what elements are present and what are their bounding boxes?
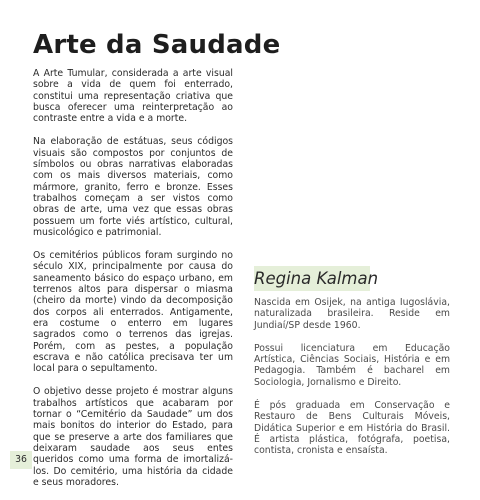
bio-paragraph: Nascida em Osijek, na antiga Iugoslávia, naturalizada brasileira. Reside em Jundiaí/SP desde 1960.	[254, 297, 450, 331]
author-bio-column	[254, 266, 450, 469]
bio-paragraph: É pós graduada em Conservação e Restauro de Bens Culturais Móveis, Didática Superior e em História do Brasil. É artista plástica, fotógrafa, poetisa, contista, cronista e ensaísta.	[254, 400, 450, 457]
author-name: Regina Kalman	[254, 269, 379, 288]
article-paragraph: A Arte Tumular, considerada a arte visual sobre a vida de quem foi enterrado, constitui uma representação criativa que busca oferecer uma reinterpretação ao contraste entre a vida e a morte.	[33, 68, 233, 125]
article-paragraph: O objetivo desse projeto é mostrar alguns trabalhos artísticos que acabaram por tornar o “Cemitério da Saudade” um dos mais bonitos do interior do Estado, para que se preserve a arte dos familiares que deixaram saudade aos seus entes queridos como uma forma de imortalizá-los. Do cemitério, uma história da cidade e seus moradores.	[33, 386, 233, 488]
article-column	[33, 68, 233, 500]
article-paragraph: Os cemitérios públicos foram surgindo no século XIX, principalmente por causa do saneamento básico do espaço urbano, em terrenos altos para dispersar o miasma (cheiro da morte) vindo da decomposição dos corpos ali enterrados. Antigamente, era costume o enterro em lugares sagrados como o terrenos das igrejas. Porém, com as pestes, a população escrava e não católica precisava ter um local para o sepultamento.	[33, 250, 233, 375]
author-name-box	[254, 266, 379, 291]
page-number: 36	[10, 451, 32, 469]
bio-paragraph: Possui licenciatura em Educação Artística, Ciências Sociais, História e em Pedagogia. Também é bacharel em Sociologia, Jornalismo e Direito.	[254, 342, 450, 388]
article-paragraph: Na elaboração de estátuas, seus códigos visuais são compostos por conjuntos de símbolos ou obras narrativas elaboradas com os mais diversos materiais, como mármore, granito, ferro e bronze. Esses trabalhos começam a ser vistos como obras de arte, uma vez que essas obras possuem um forte viés artístico, cultural, musicológico e patrimonial.	[33, 136, 233, 238]
page-title: Arte da Saudade	[33, 30, 281, 60]
